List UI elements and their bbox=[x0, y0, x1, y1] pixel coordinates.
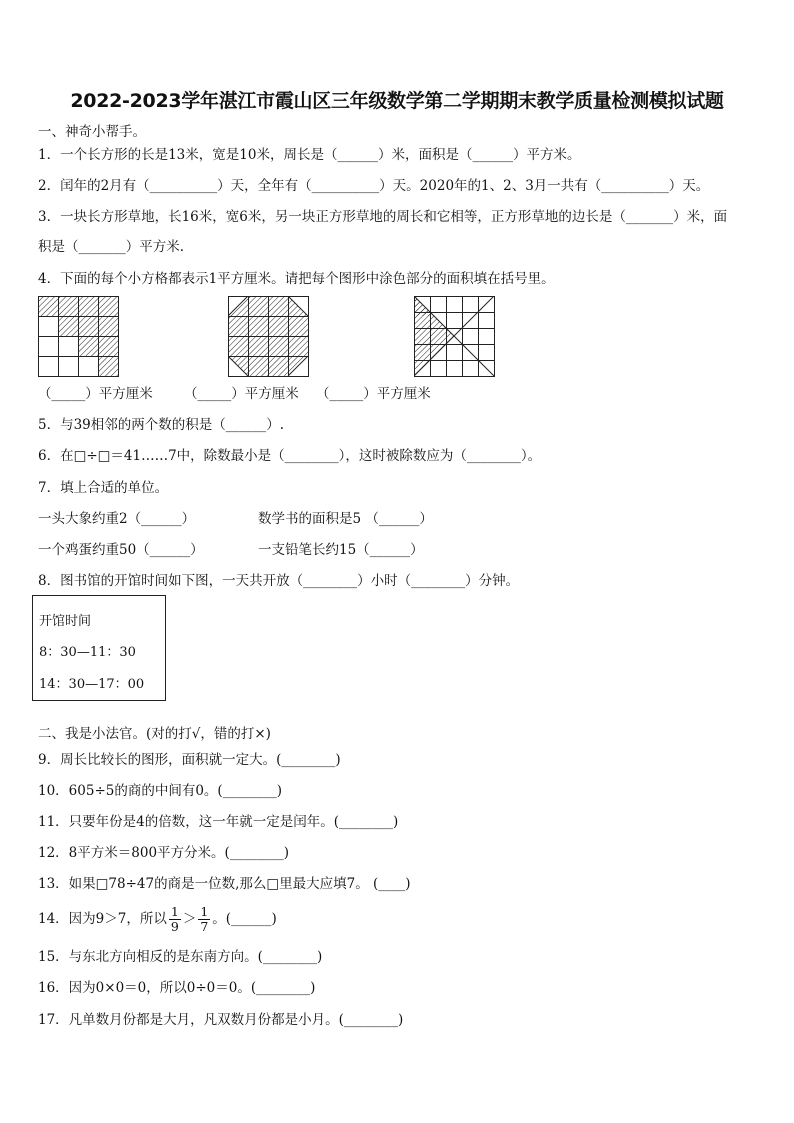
question-6: 6．在□÷□＝41……7中，除数最小是（________），这时被除数应为（________）。 bbox=[38, 448, 542, 464]
figure-2-answer: （_____）平方厘米 bbox=[184, 386, 299, 402]
question-5: 5．与39相邻的两个数的积是（______）. bbox=[38, 417, 285, 433]
page-title: 2022-2023学年湛江市霞山区三年级数学第二学期期末教学质量检测模拟试题 bbox=[70, 90, 724, 112]
question-11: 11．只要年份是4的倍数，这一年就一定是闰年。(________) bbox=[38, 814, 399, 830]
question-7-item-2: 数学书的面积是5 （______） bbox=[258, 511, 433, 527]
question-10: 10．605÷5的商的中间有0。(________) bbox=[38, 783, 282, 799]
question-15: 15．与东北方向相反的是东南方向。(________) bbox=[38, 949, 323, 965]
opening-hours-afternoon: 14：30—17：00 bbox=[39, 677, 145, 692]
question-7: 7．填上合适的单位。 bbox=[38, 480, 169, 496]
question-7-item-3: 一个鸡蛋约重50（______） bbox=[38, 542, 204, 558]
figure-1-grid bbox=[38, 296, 120, 378]
figure-2-grid bbox=[228, 296, 310, 378]
question-17: 17．凡单数月份都是大月，凡双数月份都是小月。(________) bbox=[38, 1012, 404, 1028]
fraction-denominator: 7 bbox=[200, 919, 209, 934]
question-9: 9．周长比较长的图形，面积就一定大。(________) bbox=[38, 752, 341, 768]
question-3-line1: 3．一块长方形草地，长16米，宽6米，另一块正方形草地的周长和它相等，正方形草地的边长是（_______）米，面 bbox=[38, 209, 728, 225]
fraction-one-ninth bbox=[169, 905, 181, 934]
fraction-numerator: 1 bbox=[170, 904, 179, 919]
opening-hours-box bbox=[32, 595, 166, 701]
question-7-item-4: 一支铅笔长约15（______） bbox=[258, 542, 424, 558]
question-7-item-1: 一头大象约重2（______） bbox=[38, 511, 196, 527]
question-14-suffix: 。(______) bbox=[212, 911, 277, 927]
fraction-numerator: 1 bbox=[200, 904, 209, 919]
greater-than: ＞ bbox=[182, 911, 197, 927]
section1-heading: 一、神奇小帮手。 bbox=[38, 124, 146, 140]
opening-hours-morning: 8：30—11：30 bbox=[39, 645, 136, 660]
figure-3-answer: （_____）平方厘米 bbox=[316, 386, 431, 402]
question-14 bbox=[38, 902, 277, 936]
opening-hours-label: 开馆时间 bbox=[39, 614, 92, 629]
question-1: 1．一个长方形的长是13米，宽是10米，周长是（______）米，面积是（______）平方米。 bbox=[38, 147, 581, 163]
question-16: 16．因为0×0＝0，所以0÷0＝0。(________) bbox=[38, 980, 316, 996]
fraction-denominator: 9 bbox=[170, 919, 179, 934]
figure-1-answer: （_____）平方厘米 bbox=[38, 386, 153, 402]
question-13: 13．如果□78÷47的商是一位数,那么□里最大应填7。 (____) bbox=[38, 876, 411, 892]
question-14-prefix: 14．因为9＞7，所以 bbox=[38, 911, 167, 927]
question-8: 8．图书馆的开馆时间如下图，一天共开放（________）小时（________）分钟。 bbox=[38, 573, 520, 589]
fraction-one-seventh bbox=[198, 905, 210, 934]
question-12: 12．8平方米＝800平方分米。(________) bbox=[38, 845, 290, 861]
figure-3-grid bbox=[414, 296, 498, 378]
question-3-line2: 积是（_______）平方米. bbox=[38, 239, 185, 255]
section2-heading: 二、我是小法官。(对的打√，错的打×) bbox=[38, 726, 271, 742]
question-2: 2．闰年的2月有（__________）天，全年有（__________）天。2020年的1、2、3月一共有（__________）天。 bbox=[38, 178, 710, 194]
question-4: 4．下面的每个小方格都表示1平方厘米。请把每个图形中涂色部分的面积填在括号里。 bbox=[38, 271, 555, 287]
